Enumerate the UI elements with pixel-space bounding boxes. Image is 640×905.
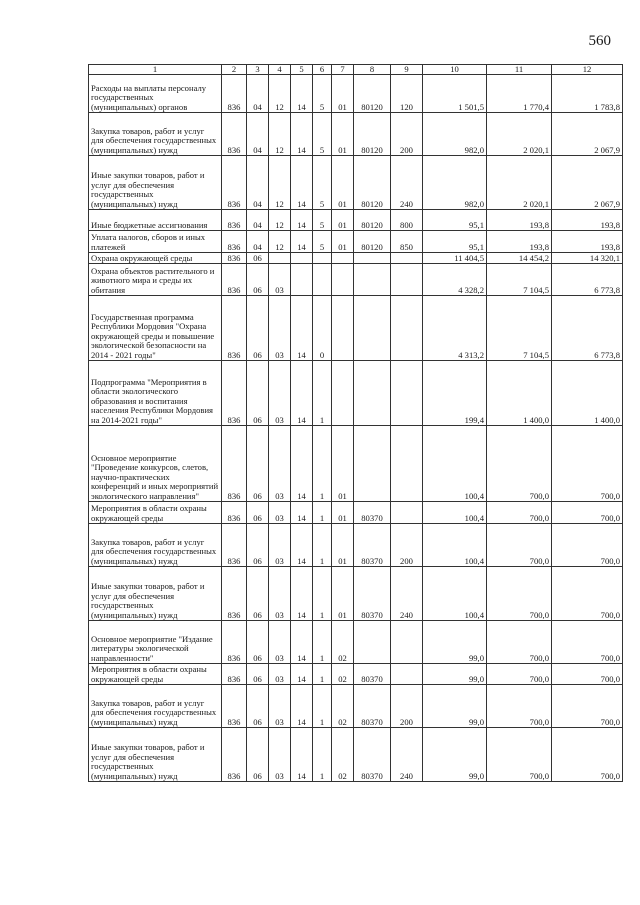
col-7-cell: 01 (332, 156, 354, 210)
col-3-cell: 06 (247, 524, 269, 567)
col-9-cell: 240 (391, 567, 423, 621)
col-3-cell: 06 (247, 728, 269, 782)
col-5-cell: 14 (291, 210, 313, 231)
col-6-cell: 1 (313, 524, 332, 567)
col-6-cell: 5 (313, 113, 332, 156)
col-10-value: 99,0 (423, 685, 487, 728)
col-7-cell (332, 361, 354, 426)
col-7-cell (332, 264, 354, 296)
col-7-cell: 01 (332, 426, 354, 502)
col-10-value: 1 501,5 (423, 75, 487, 113)
col-11-value: 7 104,5 (487, 296, 552, 361)
col-2-cell: 836 (222, 685, 247, 728)
column-header-2: 2 (222, 65, 247, 75)
col-2-cell: 836 (222, 210, 247, 231)
column-header-1: 1 (89, 65, 222, 75)
col-11-value: 2 020,1 (487, 113, 552, 156)
col-6-cell: 1 (313, 664, 332, 685)
col-6-cell: 1 (313, 502, 332, 524)
table-row (89, 502, 623, 524)
col-7-cell: 01 (332, 567, 354, 621)
col-8-cell (354, 621, 391, 664)
col-10-value: 199,4 (423, 361, 487, 426)
col-4-cell (269, 253, 291, 264)
col-4-cell: 12 (269, 156, 291, 210)
col-9-cell (391, 253, 423, 264)
row-name: Основное мероприятие "Издание литературы экологической направленности" (89, 621, 222, 664)
col-4-cell: 03 (269, 524, 291, 567)
table-row (89, 210, 623, 231)
col-2-cell: 836 (222, 502, 247, 524)
col-4-cell: 03 (269, 296, 291, 361)
col-4-cell: 03 (269, 426, 291, 502)
row-name: Уплата налогов, сборов и иных платежей (89, 231, 222, 253)
table-body (89, 75, 623, 782)
col-2-cell: 836 (222, 664, 247, 685)
col-12-value: 2 067,9 (552, 156, 623, 210)
col-6-cell: 1 (313, 685, 332, 728)
col-7-cell (332, 253, 354, 264)
col-8-cell: 80370 (354, 664, 391, 685)
table-row (89, 264, 623, 296)
col-3-cell: 06 (247, 502, 269, 524)
col-10-value: 4 328,2 (423, 264, 487, 296)
col-5-cell: 14 (291, 728, 313, 782)
col-12-value: 1 783,8 (552, 75, 623, 113)
col-12-value: 2 067,9 (552, 113, 623, 156)
col-9-cell: 200 (391, 524, 423, 567)
col-6-cell: 0 (313, 296, 332, 361)
column-header-8: 8 (354, 65, 391, 75)
row-name: Иные закупки товаров, работ и услуг для обеспечения государственных (муниципальных) нужд (89, 156, 222, 210)
col-11-value: 14 454,2 (487, 253, 552, 264)
col-8-cell: 80120 (354, 75, 391, 113)
col-8-cell (354, 426, 391, 502)
col-12-value: 700,0 (552, 524, 623, 567)
col-2-cell: 836 (222, 361, 247, 426)
col-10-value: 100,4 (423, 502, 487, 524)
col-6-cell (313, 253, 332, 264)
col-6-cell: 5 (313, 156, 332, 210)
col-7-cell: 01 (332, 75, 354, 113)
col-6-cell: 1 (313, 621, 332, 664)
table-row (89, 361, 623, 426)
col-11-value: 700,0 (487, 567, 552, 621)
table-row (89, 685, 623, 728)
col-3-cell: 04 (247, 156, 269, 210)
col-11-value: 1 770,4 (487, 75, 552, 113)
col-7-cell: 01 (332, 502, 354, 524)
col-9-cell (391, 264, 423, 296)
col-10-value: 99,0 (423, 664, 487, 685)
col-10-value: 982,0 (423, 156, 487, 210)
col-11-value: 700,0 (487, 502, 552, 524)
col-11-value: 7 104,5 (487, 264, 552, 296)
col-4-cell: 03 (269, 502, 291, 524)
col-3-cell: 06 (247, 253, 269, 264)
col-10-value: 100,4 (423, 426, 487, 502)
col-12-value: 6 773,8 (552, 264, 623, 296)
col-12-value: 193,8 (552, 231, 623, 253)
col-4-cell: 03 (269, 664, 291, 685)
row-name: Закупка товаров, работ и услуг для обеспечения государственных (муниципальных) нужд (89, 524, 222, 567)
col-2-cell: 836 (222, 524, 247, 567)
col-8-cell (354, 361, 391, 426)
col-2-cell: 836 (222, 728, 247, 782)
col-7-cell: 01 (332, 231, 354, 253)
col-5-cell (291, 264, 313, 296)
row-name: Государственная программа Республики Мордовия "Охрана окружающей среды и повышение экологической безопасности на 2014 - 2021 годы" (89, 296, 222, 361)
col-9-cell: 200 (391, 113, 423, 156)
col-8-cell: 80370 (354, 502, 391, 524)
col-2-cell: 836 (222, 75, 247, 113)
row-name: Закупка товаров, работ и услуг для обеспечения государственных (муниципальных) нужд (89, 113, 222, 156)
col-7-cell: 02 (332, 664, 354, 685)
col-5-cell: 14 (291, 361, 313, 426)
col-6-cell: 1 (313, 426, 332, 502)
table-row (89, 567, 623, 621)
table-row (89, 426, 623, 502)
column-header-5: 5 (291, 65, 313, 75)
col-10-value: 99,0 (423, 728, 487, 782)
table-row (89, 524, 623, 567)
table-row (89, 253, 623, 264)
col-4-cell: 03 (269, 728, 291, 782)
col-3-cell: 06 (247, 664, 269, 685)
col-6-cell: 1 (313, 361, 332, 426)
col-7-cell: 01 (332, 210, 354, 231)
col-10-value: 100,4 (423, 567, 487, 621)
col-2-cell: 836 (222, 621, 247, 664)
col-9-cell: 120 (391, 75, 423, 113)
table-row (89, 728, 623, 782)
col-2-cell: 836 (222, 231, 247, 253)
col-3-cell: 06 (247, 621, 269, 664)
row-name: Иные закупки товаров, работ и услуг для обеспечения государственных (муниципальных) нужд (89, 728, 222, 782)
budget-table (88, 64, 623, 782)
col-8-cell (354, 296, 391, 361)
col-9-cell (391, 664, 423, 685)
col-2-cell: 836 (222, 567, 247, 621)
col-9-cell: 240 (391, 156, 423, 210)
col-8-cell: 80370 (354, 685, 391, 728)
col-2-cell: 836 (222, 426, 247, 502)
column-header-3: 3 (247, 65, 269, 75)
col-7-cell: 01 (332, 524, 354, 567)
col-8-cell: 80120 (354, 231, 391, 253)
col-8-cell: 80120 (354, 156, 391, 210)
column-header-6: 6 (313, 65, 332, 75)
col-4-cell: 03 (269, 567, 291, 621)
col-3-cell: 04 (247, 231, 269, 253)
col-5-cell: 14 (291, 113, 313, 156)
col-7-cell: 02 (332, 728, 354, 782)
col-5-cell: 14 (291, 524, 313, 567)
col-5-cell: 14 (291, 567, 313, 621)
col-10-value: 982,0 (423, 113, 487, 156)
col-6-cell: 5 (313, 75, 332, 113)
col-9-cell (391, 426, 423, 502)
col-2-cell: 836 (222, 113, 247, 156)
col-5-cell: 14 (291, 502, 313, 524)
col-2-cell: 836 (222, 264, 247, 296)
col-12-value: 700,0 (552, 567, 623, 621)
col-3-cell: 06 (247, 567, 269, 621)
col-11-value: 700,0 (487, 728, 552, 782)
col-12-value: 6 773,8 (552, 296, 623, 361)
col-9-cell: 850 (391, 231, 423, 253)
row-name: Расходы на выплаты персоналу государственных (муниципальных) органов (89, 75, 222, 113)
col-6-cell: 1 (313, 728, 332, 782)
col-10-value: 4 313,2 (423, 296, 487, 361)
col-10-value: 11 404,5 (423, 253, 487, 264)
column-header-10: 10 (423, 65, 487, 75)
col-5-cell: 14 (291, 156, 313, 210)
col-3-cell: 06 (247, 264, 269, 296)
column-header-12: 12 (552, 65, 623, 75)
col-11-value: 700,0 (487, 685, 552, 728)
column-header-11: 11 (487, 65, 552, 75)
col-2-cell: 836 (222, 253, 247, 264)
col-5-cell: 14 (291, 685, 313, 728)
col-5-cell: 14 (291, 296, 313, 361)
col-5-cell: 14 (291, 426, 313, 502)
row-name: Иные бюджетные ассигнования (89, 210, 222, 231)
col-4-cell: 03 (269, 621, 291, 664)
col-11-value: 193,8 (487, 231, 552, 253)
col-3-cell: 06 (247, 296, 269, 361)
col-8-cell (354, 264, 391, 296)
col-8-cell: 80120 (354, 113, 391, 156)
column-header-9: 9 (391, 65, 423, 75)
table-row (89, 296, 623, 361)
col-9-cell (391, 502, 423, 524)
col-8-cell: 80120 (354, 210, 391, 231)
col-6-cell (313, 264, 332, 296)
col-11-value: 193,8 (487, 210, 552, 231)
col-12-value: 700,0 (552, 426, 623, 502)
col-7-cell: 02 (332, 685, 354, 728)
row-name: Основное мероприятие "Проведение конкурсов, слетов, научно-практических конференций и иных мероприятий экологического направления" (89, 426, 222, 502)
col-3-cell: 06 (247, 361, 269, 426)
col-12-value: 700,0 (552, 685, 623, 728)
col-2-cell: 836 (222, 156, 247, 210)
col-3-cell: 06 (247, 685, 269, 728)
col-2-cell: 836 (222, 296, 247, 361)
col-5-cell: 14 (291, 231, 313, 253)
col-7-cell (332, 296, 354, 361)
col-4-cell: 12 (269, 113, 291, 156)
col-4-cell: 12 (269, 231, 291, 253)
col-6-cell: 5 (313, 231, 332, 253)
table-row (89, 113, 623, 156)
col-4-cell: 12 (269, 210, 291, 231)
col-12-value: 1 400,0 (552, 361, 623, 426)
col-8-cell: 80370 (354, 524, 391, 567)
col-4-cell: 03 (269, 264, 291, 296)
col-8-cell (354, 253, 391, 264)
col-4-cell: 03 (269, 685, 291, 728)
col-9-cell: 800 (391, 210, 423, 231)
col-4-cell: 12 (269, 75, 291, 113)
row-name: Подпрограмма "Мероприятия в области экологического образования и воспитания населения Республики Мордовия на 2014-2021 годы" (89, 361, 222, 426)
col-12-value: 193,8 (552, 210, 623, 231)
col-8-cell: 80370 (354, 567, 391, 621)
col-11-value: 1 400,0 (487, 361, 552, 426)
col-11-value: 700,0 (487, 426, 552, 502)
col-12-value: 14 320,1 (552, 253, 623, 264)
col-6-cell: 5 (313, 210, 332, 231)
col-9-cell: 240 (391, 728, 423, 782)
table-row (89, 621, 623, 664)
col-8-cell: 80370 (354, 728, 391, 782)
col-3-cell: 04 (247, 210, 269, 231)
col-5-cell: 14 (291, 664, 313, 685)
row-name: Охрана окружающей среды (89, 253, 222, 264)
row-name: Мероприятия в области охраны окружающей среды (89, 502, 222, 524)
col-12-value: 700,0 (552, 664, 623, 685)
table-row (89, 664, 623, 685)
col-3-cell: 04 (247, 113, 269, 156)
column-header-7: 7 (332, 65, 354, 75)
col-3-cell: 04 (247, 75, 269, 113)
col-5-cell: 14 (291, 75, 313, 113)
col-10-value: 100,4 (423, 524, 487, 567)
col-11-value: 700,0 (487, 524, 552, 567)
row-name: Мероприятия в области охраны окружающей среды (89, 664, 222, 685)
col-11-value: 700,0 (487, 621, 552, 664)
col-10-value: 95,1 (423, 231, 487, 253)
row-name: Охрана объектов растительного и животного мира и среды их обитания (89, 264, 222, 296)
table-row (89, 156, 623, 210)
table-row (89, 75, 623, 113)
row-name: Иные закупки товаров, работ и услуг для обеспечения государственных (муниципальных) нужд (89, 567, 222, 621)
col-9-cell (391, 296, 423, 361)
col-10-value: 99,0 (423, 621, 487, 664)
col-5-cell (291, 253, 313, 264)
col-12-value: 700,0 (552, 621, 623, 664)
col-9-cell (391, 621, 423, 664)
row-name: Закупка товаров, работ и услуг для обеспечения государственных (муниципальных) нужд (89, 685, 222, 728)
col-7-cell: 02 (332, 621, 354, 664)
col-6-cell: 1 (313, 567, 332, 621)
col-4-cell: 03 (269, 361, 291, 426)
col-11-value: 2 020,1 (487, 156, 552, 210)
col-11-value: 700,0 (487, 664, 552, 685)
col-9-cell (391, 361, 423, 426)
header-row (89, 65, 623, 75)
page-number: 560 (588, 33, 611, 49)
col-12-value: 700,0 (552, 728, 623, 782)
col-12-value: 700,0 (552, 502, 623, 524)
column-header-4: 4 (269, 65, 291, 75)
col-5-cell: 14 (291, 621, 313, 664)
col-7-cell: 01 (332, 113, 354, 156)
col-10-value: 95,1 (423, 210, 487, 231)
table-row (89, 231, 623, 253)
col-3-cell: 06 (247, 426, 269, 502)
col-9-cell: 200 (391, 685, 423, 728)
